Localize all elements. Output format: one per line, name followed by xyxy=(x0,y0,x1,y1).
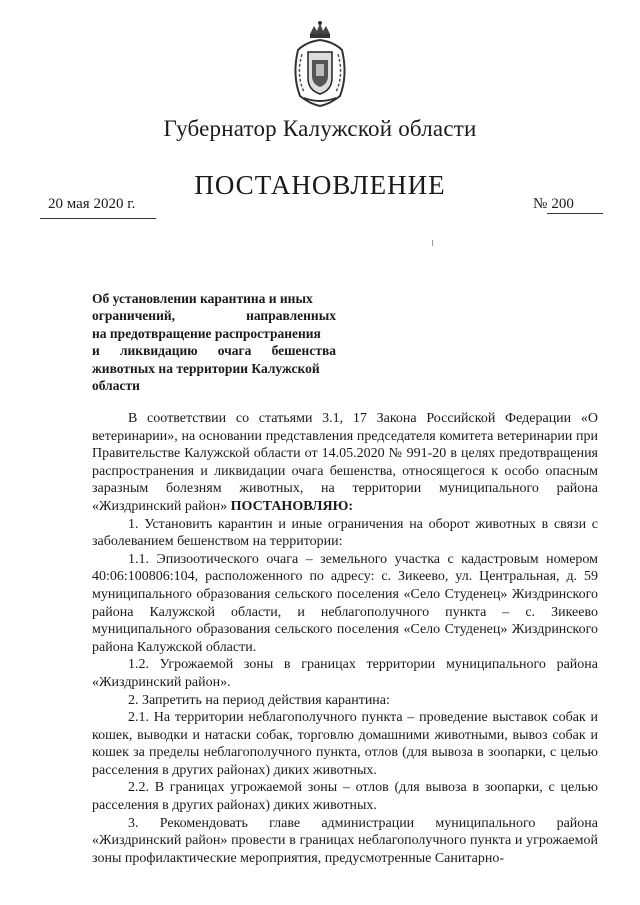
issuing-authority: Губернатор Калужской области xyxy=(163,116,477,141)
subject-line: области xyxy=(92,378,140,394)
preamble-paragraph xyxy=(92,410,598,516)
paragraph-3: 3. Рекомендовать главе администрации муниципального района «Жиздринский район» провести в границах неблагополучного пункта и угрожаемой зоны профилактические мероприятия, предусмотренные Санитарно- xyxy=(92,815,598,866)
scan-mark xyxy=(432,240,433,246)
preamble-text: В соответствии со статьями 3.1, 17 Закона Российской Федерации «О ветеринарии», на основании представления председателя комитета ветеринарии при Правительстве Калужской области от 14.05.2020 № 991-20 в целях предотвращения распространения и ликвидации очага бешенства, относящегося к особо опасным заразным болезням животных, на территории муниципального района «Жиздринский район» xyxy=(92,411,598,514)
document-date: 20 мая 2020 г. xyxy=(48,196,136,212)
number-sign: № xyxy=(533,196,548,212)
subject-line: животных на территории Калужской xyxy=(92,360,320,376)
subject-line: ограничений, направленных xyxy=(92,308,336,324)
document-body xyxy=(92,410,598,867)
paragraph-2: 2. Запретить на период действия карантина: xyxy=(128,692,390,708)
subject-line: и ликвидацию очага бешенства xyxy=(92,343,336,359)
document-subject xyxy=(92,290,336,394)
number-value: 200 xyxy=(547,196,603,214)
paragraph-1: 1. Установить карантин и иные ограничения на оборот животных в связи с заболеванием бешенством на территории: xyxy=(92,516,598,550)
paragraph-2-1: 2.1. На территории неблагополучного пункта – проведение выставок собак и кошек, выводки и натаски собак, торговлю домашними животными, вывоз собак и кошек за пределы неблагополучного пункта, отлов (для вывоза в зоопарки, с целью расселения в других районах) диких животных. xyxy=(92,710,598,778)
document-number xyxy=(533,196,603,214)
coat-of-arms-emblem xyxy=(286,20,354,108)
resolve-word: ПОСТАНОВЛЯЮ: xyxy=(230,498,353,514)
date-underline xyxy=(40,218,156,219)
paragraph-2-2: 2.2. В границах угрожаемой зоны – отлов (для вывоза в зоопарки, с целью расселения в других районах) диких животных. xyxy=(92,780,598,814)
subject-line: на предотвращение распространения xyxy=(92,325,321,341)
paragraph-1-2: 1.2. Угрожаемой зоны в границах территории муниципального района «Жиздринский район». xyxy=(92,657,598,690)
document-type-title: ПОСТАНОВЛЕНИЕ xyxy=(194,170,446,200)
paragraph-1-1: 1.1. Эпизоотического очага – земельного участка с кадастровым номером 40:06:100806:104, расположенного по адресу: с. Зикеево, ул. Центральная, д. 59 муниципального образования сельского поселения «Село Студенец» Жиздринского района Калужской области, и неблагополучного пункта – с. Зикеево муниципального образования сельского поселения «Село Студенец» Жиздринского района Калужской области. xyxy=(92,551,598,655)
subject-line: Об установлении карантина и иных xyxy=(92,291,313,306)
